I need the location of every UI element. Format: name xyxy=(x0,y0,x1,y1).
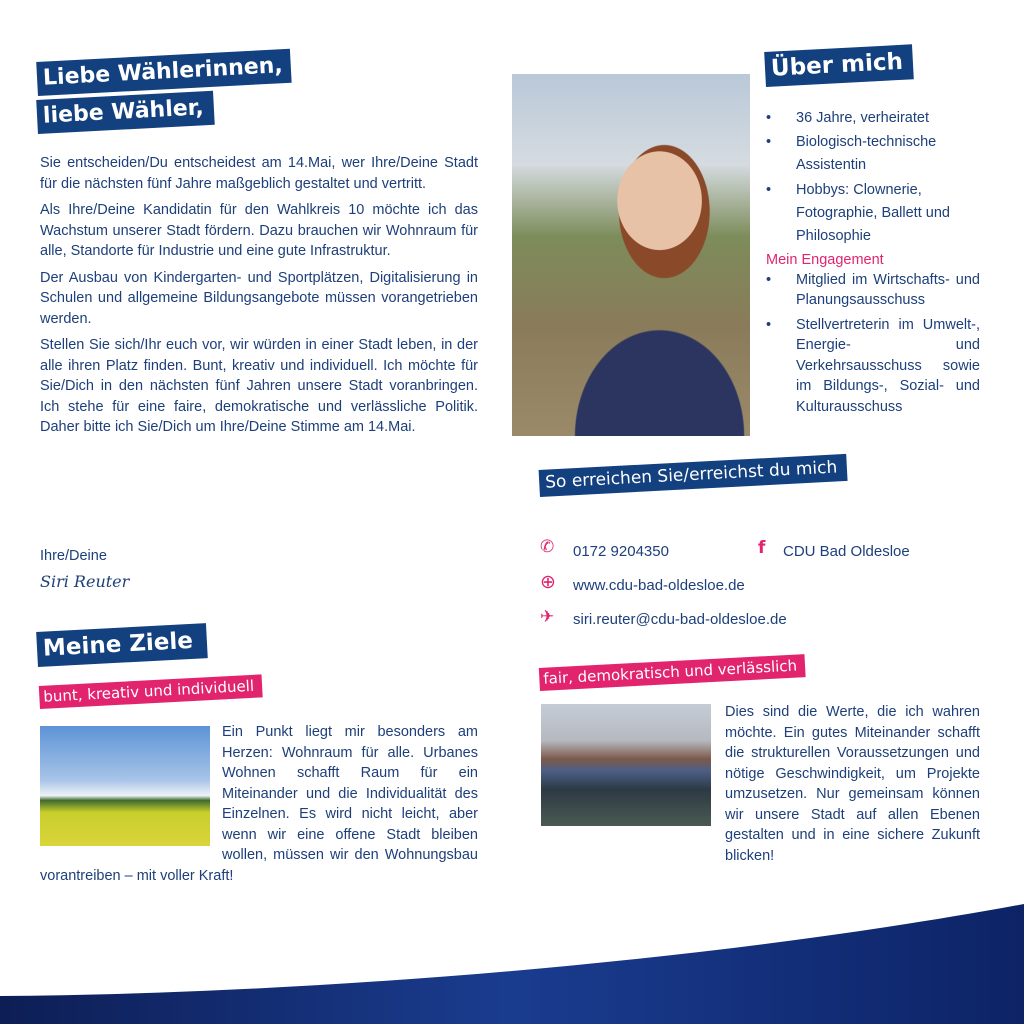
values-subheading xyxy=(539,654,806,691)
engagement-list xyxy=(766,270,980,418)
letter-paragraph-3: Der Ausbau von Kindergarten- und Sportplätzen, Digitalisierung in Schulen und allgemeine Bildungsangebote müssen vorangetrieben werden. xyxy=(40,269,478,327)
goals-subheading xyxy=(39,674,263,709)
about-heading-text: Über mich xyxy=(770,48,904,82)
greeting-heading-line1 xyxy=(36,49,291,96)
goals-heading-text: Meine Ziele xyxy=(42,627,194,662)
about-item-profession: • Biologisch-technische Assistentin xyxy=(766,131,980,177)
greeting-heading-line2 xyxy=(36,91,214,134)
candidate-portrait-photo xyxy=(512,74,750,436)
about-list xyxy=(766,108,980,248)
globe-icon: ⊕ xyxy=(540,572,556,593)
engagement-label: Mein Engagement xyxy=(766,251,884,268)
contact-phone[interactable]: 0172 9204350 xyxy=(573,543,669,560)
letter-paragraph-4: Stellen Sie sich/Ihr euch vor, wir würden in einer Stadt leben, in der alle ihren Platz finden. Bunt, kreativ und individuell. Ich möchte für Sie/Dich in den nächsten fünf Jahren unsere Stadt voranbringen. Ich stehe für eine faire, demokratische und verlässliche Politik. Daher bitte ich Sie/Dich um Ihre/Deine Stimme am 14.Mai. xyxy=(40,337,478,435)
footer-wave-decoration xyxy=(0,904,1024,1024)
engagement-item-economy: • Mitglied im Wirtschafts- und Planungsausschuss xyxy=(766,270,980,311)
contact-email[interactable]: siri.reuter@cdu-bad-oldesloe.de xyxy=(573,611,787,628)
contact-heading xyxy=(539,454,848,497)
contact-website[interactable]: www.cdu-bad-oldesloe.de xyxy=(573,577,745,594)
values-subheading-text: fair, demokratisch und verlässlich xyxy=(542,656,798,688)
goals-heading xyxy=(36,623,208,667)
about-heading xyxy=(764,44,914,87)
values-text: Dies sind die Werte, die ich wahren möchte. Ein gutes Miteinander schafft die strukturellen Voraussetzungen und nötige Geschwindigkeit, um Projekte umzusetzen. Nur gemeinsam können wir unsere Stadt auf allen Ebenen gestalten und in eine sichere Zukunft blicken! xyxy=(725,704,980,864)
letter-signature: Siri Reuter xyxy=(40,572,130,591)
values-text-block xyxy=(541,702,980,872)
greeting-line2: liebe Wähler, xyxy=(42,95,205,129)
greeting-line1: Liebe Wählerinnen, xyxy=(42,53,284,91)
goals-text: Ein Punkt liegt mir besonders am Herzen: Wohnraum für alle. Urbanes Wohnen schafft Raum für ein Miteinander und die Individualität des Einzelnen. Es wird nicht leicht, aber wenn wir eine offene Stadt bleiben wollen, müssen wir den Wohnungsbau vorantreiben – mit voller Kraft! xyxy=(40,724,478,884)
goals-subheading-text: bunt, kreativ und individuell xyxy=(42,676,255,706)
greeting-letter xyxy=(40,153,478,444)
paper-plane-icon: ✈ xyxy=(540,607,555,626)
letter-paragraph-1: Sie entscheiden/Du entscheidest am 14.Mai, wer Ihre/Deine Stadt für die nächsten fünf Jahre maßgeblich gestaltet und vertritt. xyxy=(40,155,478,192)
phone-icon: ✆ xyxy=(540,537,555,556)
about-section xyxy=(766,108,980,417)
about-item-hobbies: • Hobbys: Clownerie, Fotographie, Ballett und Philosophie xyxy=(766,179,980,248)
letter-closing: Ihre/Deine xyxy=(40,548,107,564)
goals-text-block xyxy=(40,722,478,892)
contact-heading-text: So erreichen Sie/erreichst du mich xyxy=(544,457,838,493)
contact-facebook[interactable]: CDU Bad Oldesloe xyxy=(783,543,910,560)
letter-paragraph-2: Als Ihre/Deine Kandidatin für den Wahlkreis 10 möchte ich das Wachstum unserer Stadt fördern. Dazu brauchen wir Wohnraum für alle, Standorte für Industrie und eine gute Infrastruktur. xyxy=(40,202,478,259)
engagement-item-environment: • Stellvertreterin im Umwelt-, Energie- und Verkehrsausschuss sowie im Bildungs-, Sozial- und Kulturausschuss xyxy=(766,315,980,418)
about-item-age: • 36 Jahre, verheiratet xyxy=(766,108,980,129)
facebook-icon: f xyxy=(758,538,766,558)
